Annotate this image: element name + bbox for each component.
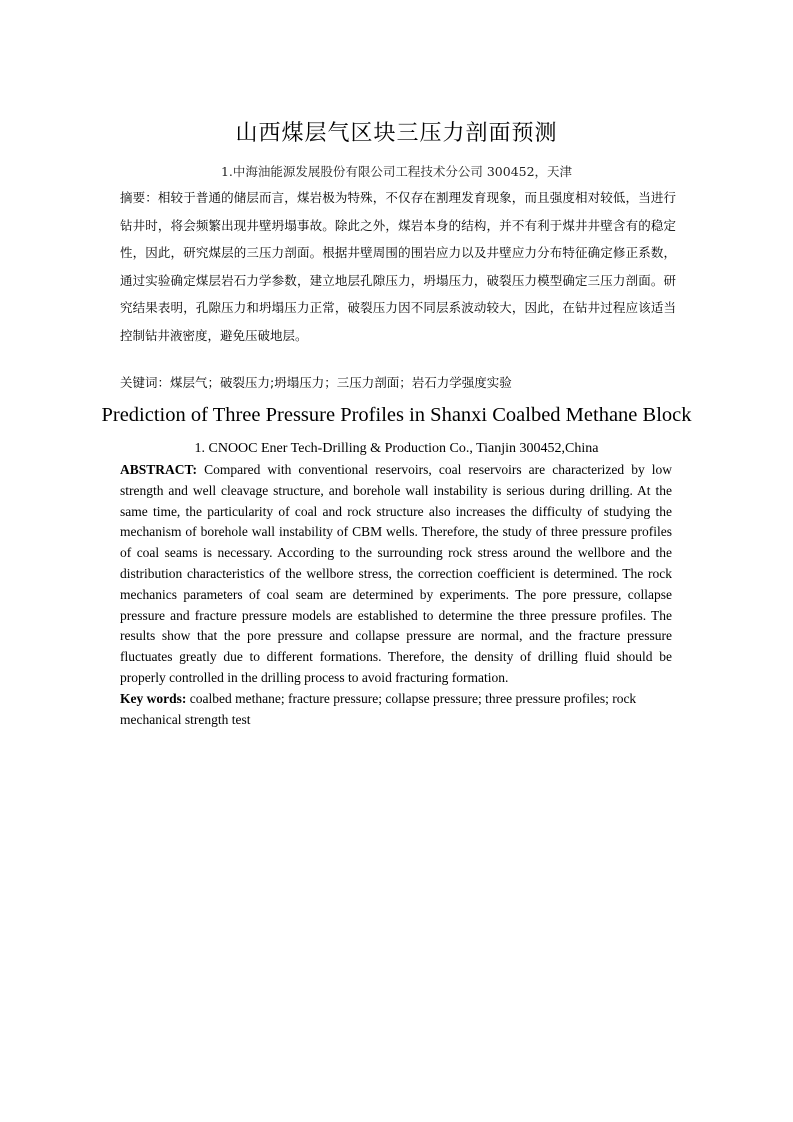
- chinese-keywords-label: 关键词：: [120, 375, 171, 390]
- english-abstract: [120, 460, 672, 689]
- chinese-abstract-text: 相较于普通的储层而言，煤岩极为特殊，不仅存在割理发育现象，而且强度相对较低，当进行钻井时，将会频繁出现井壁坍塌事故。除此之外，煤岩本身的结构，并不有利于煤井井壁含有的稳定性，因此，研究煤层的三压力剖面。根据井壁周围的围岩应力以及井壁应力分布特征确定修正系数，通过实验确定煤层岩石力学参数，建立地层孔隙压力，坍塌压力，破裂压力模型确定三压力剖面。研究结果表明，孔隙压力和坍塌压力正常，破裂压力因不同层系波动较大，因此，在钻井过程应该适当控制钻井液密度，避免压破地层。: [120, 190, 676, 343]
- english-keywords-text: coalbed methane; fracture pressure; collapse pressure; three pressure profiles; rock mechanical strength test: [120, 691, 637, 727]
- chinese-keywords: [120, 369, 676, 396]
- english-keywords: [120, 689, 672, 731]
- chinese-affiliation: 1.中海油能源发展股份有限公司工程技术分公司 300452，天津: [220, 164, 573, 179]
- chinese-keywords-text: 煤层气；破裂压力;坍塌压力；三压力剖面；岩石力学强度实验: [170, 375, 512, 390]
- english-abstract-label: ABSTRACT:: [120, 462, 198, 477]
- chinese-abstract: [120, 184, 676, 349]
- english-abstract-text: Compared with conventional reservoirs, coal reservoirs are characterized by low strength and well cleavage structure, and borehole wall instability is serious during drilling. At the same time, the particularity of coal and rock structure also increases the difficulty of studying the mechanism of borehole wall instability of CBM wells. Therefore, the study of three pressure profiles of coal seams is necessary. According to the surrounding rock stress around the wellbore and the distribution characteristics of the wellbore stress, the correction coefficient is determined. The rock mechanics parameters of coal seam are determined by experiments. The pore pressure, collapse pressure and fracture pressure models are established to determine the three pressure profiles. The results show that the pore pressure and collapse pressure are normal, and the fracture pressure fluctuates greatly due to different formations. Therefore, the density of drilling fluid should be properly controlled in the drilling process to avoid fracturing formation.: [120, 462, 673, 685]
- english-affiliation: 1. CNOOC Ener Tech-Drilling & Production Co., Tianjin 300452,China: [194, 441, 599, 456]
- english-keywords-label: Key words:: [120, 691, 187, 706]
- english-title: Prediction of Three Pressure Profiles in Shanxi Coalbed Methane Block: [101, 404, 692, 426]
- chinese-abstract-label: 摘要：: [120, 190, 158, 205]
- chinese-title: 山西煤层气区块三压力剖面预测: [235, 121, 558, 146]
